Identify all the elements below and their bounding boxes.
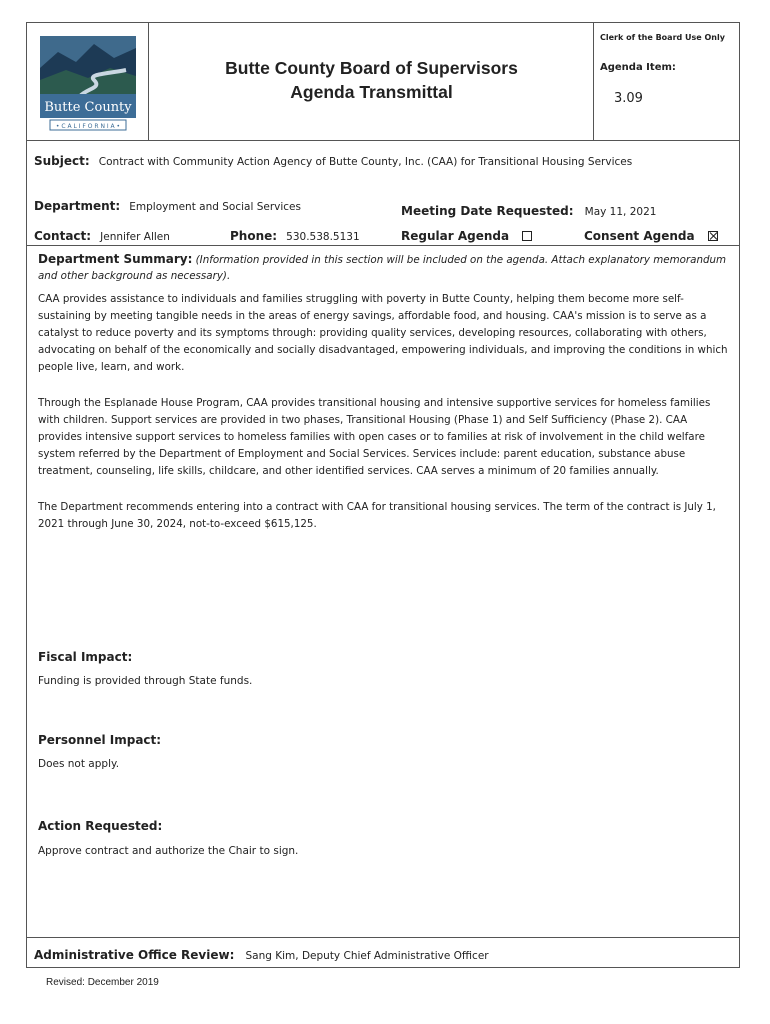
consent-agenda-label: Consent Agenda <box>584 229 695 243</box>
regular-agenda-option[interactable] <box>401 225 532 244</box>
department-row <box>34 195 301 214</box>
agenda-item-label: Agenda Item: <box>600 62 676 73</box>
revised-label: Revised: <box>46 977 85 988</box>
department-value: Employment and Social Services <box>129 201 301 213</box>
personnel-impact-value: Does not apply. <box>38 758 120 770</box>
admin-review-top-rule <box>26 937 740 938</box>
subject-row <box>34 150 632 169</box>
county-logo-image <box>36 34 140 132</box>
regular-agenda-checkbox[interactable] <box>522 231 532 241</box>
clerk-use-label: Clerk of the Board Use Only <box>600 33 725 42</box>
header-divider-left <box>148 22 149 140</box>
header-bottom-rule <box>26 140 740 141</box>
phone-value: 530.538.5131 <box>286 231 360 243</box>
consent-agenda-checkbox[interactable] <box>708 231 718 241</box>
meeting-date-value: May 11, 2021 <box>584 206 657 218</box>
revised-date: December 2019 <box>87 977 159 988</box>
summary-heading <box>38 251 730 284</box>
meeting-date-label: Meeting Date Requested: <box>401 204 574 218</box>
action-requested-label: Action Requested: <box>38 819 163 833</box>
agenda-item-value: 3.09 <box>614 91 643 106</box>
title-line-2: Agenda Transmittal <box>290 82 453 102</box>
revised-footer <box>46 977 159 988</box>
summary-paragraph-3: The Department recommends entering into a contract with CAA for transitional housing services. The term of the contract is July 1, 2021 through June 30, 2024, not-to-exceed $615,125. <box>38 501 716 530</box>
department-label: Department: <box>34 199 121 213</box>
form-title <box>150 56 593 104</box>
admin-review-value: Sang Kim, Deputy Chief Administrative Officer <box>245 950 489 962</box>
title-line-1: Butte County Board of Supervisors <box>225 58 518 78</box>
phone-row <box>230 225 360 244</box>
personnel-impact-label: Personnel Impact: <box>38 733 162 747</box>
summary-paragraph-1: CAA provides assistance to individuals and families struggling with poverty in Butte County, helping them become more self-sustaining by meeting tangible needs in the areas of energy savings, affordable food, and housing. CAA's mission is to serve as a catalyst to reduce poverty and its symptoms through: providing quality services, developing resources, collaborating with others, advocating on behalf of the economically and socially disadvantaged, empowering individuals, and improving the conditions in which people live, learn, and work. <box>38 293 728 373</box>
regular-agenda-label: Regular Agenda <box>401 229 510 243</box>
summary-note: (Information provided in this section will be included on the agenda. Attach explanatory memorandum and other background as necessary). <box>38 254 727 282</box>
meeting-date-row <box>401 200 656 219</box>
contact-value: Jennifer Allen <box>100 231 170 243</box>
admin-review-label: Administrative Office Review: <box>34 948 235 962</box>
header-divider-right <box>593 22 594 140</box>
phone-label: Phone: <box>230 229 278 243</box>
summary-top-rule <box>26 245 740 246</box>
logo-state-text: • C A L I F O R N I A • <box>55 123 121 130</box>
subject-value: Contract with Community Action Agency of Butte County, Inc. (CAA) for Transitional Housing Services <box>98 156 633 168</box>
consent-agenda-option[interactable] <box>584 225 718 244</box>
summary-paragraph-2: Through the Esplanade House Program, CAA provides transitional housing and intensive supportive services for homeless families with children. Support services are provided in two phases, Transitional Housing (Phase 1) and Self Sufficiency (Phase 2). CAA provides intensive support services to homeless families with open cases or to families at risk of involvement in the child welfare system referred by the Department of Employment and Social Services. Services include: parent education, substance abuse treatment, counseling, life skills, childcare, and other identified services. CAA serves a minimum of 20 families annually. <box>38 397 711 477</box>
county-logo <box>36 34 140 132</box>
summary-label: Department Summary: <box>38 252 193 266</box>
logo-name-text: Butte County <box>44 100 132 115</box>
admin-review-row <box>34 944 489 963</box>
fiscal-impact-label: Fiscal Impact: <box>38 650 133 664</box>
fiscal-impact-value: Funding is provided through State funds. <box>38 675 253 687</box>
action-requested-value: Approve contract and authorize the Chair to sign. <box>38 845 299 857</box>
contact-label: Contact: <box>34 229 92 243</box>
subject-label: Subject: <box>34 154 90 168</box>
contact-row <box>34 225 170 244</box>
